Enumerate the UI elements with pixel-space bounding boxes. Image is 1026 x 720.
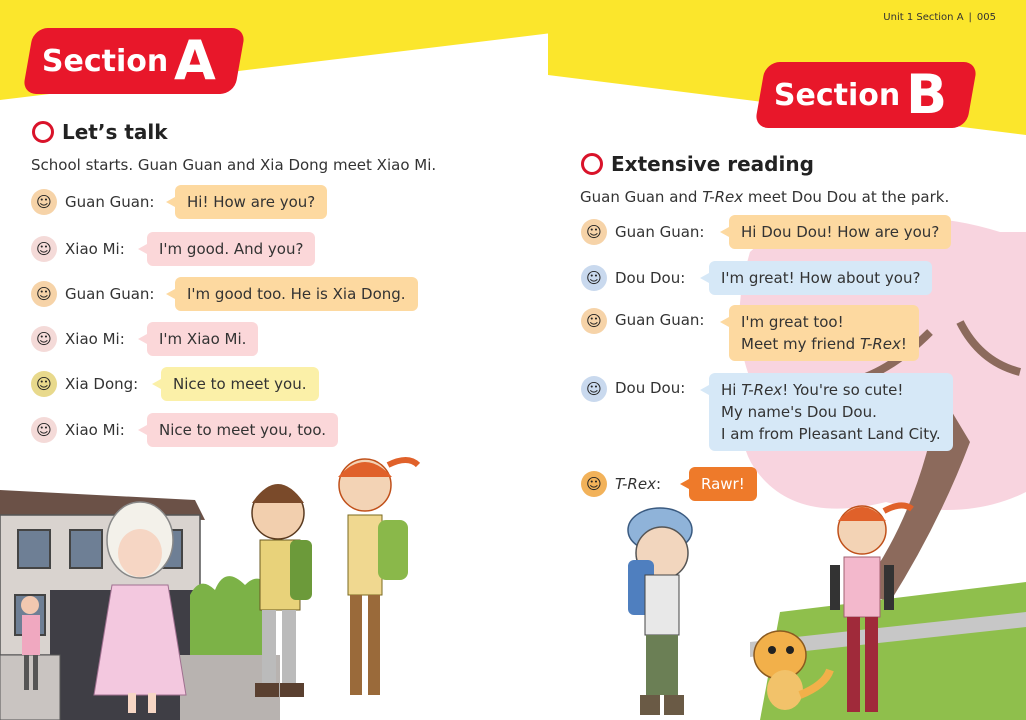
speech-bubble: I'm Xiao Mi. xyxy=(147,322,258,356)
speech-bubble: Rawr! xyxy=(689,467,757,501)
dialogue-line xyxy=(31,277,418,311)
guan-guan-face-icon: ☺ xyxy=(31,189,57,215)
bubble-text: Meet my friend xyxy=(741,335,860,353)
bubble-line xyxy=(721,379,941,401)
circle-bullet-icon xyxy=(581,153,603,175)
speech-bubble xyxy=(709,373,953,451)
school-street-illustration xyxy=(0,455,470,720)
section-a-word: Section xyxy=(42,43,169,79)
xiao-mi-face-icon: ☺ xyxy=(31,236,57,262)
guan-guan-face-icon: ☺ xyxy=(31,281,57,307)
park-characters-illustration xyxy=(600,495,940,720)
section-b-heading-text: Extensive reading xyxy=(611,152,814,176)
section-a-intro: School starts. Guan Guan and Xia Dong meet Xiao Mi. xyxy=(31,156,437,174)
bubble-text-end: ! You're so cute! xyxy=(782,381,904,399)
guan-guan-face-icon: ☺ xyxy=(581,219,607,245)
speaker-name: Xia Dong: xyxy=(65,375,139,393)
bubble-line: I am from Pleasant Land City. xyxy=(721,425,941,443)
page-number: 005 xyxy=(976,12,996,23)
bubble-text: Hi xyxy=(721,381,742,399)
section-b-word: Section xyxy=(774,77,901,113)
section-b-intro xyxy=(580,188,949,206)
bubble-line: My name's Dou Dou. xyxy=(721,403,877,421)
section-a-badge xyxy=(22,28,246,94)
speech-bubble: Hi! How are you? xyxy=(175,185,327,219)
speaker-name: Xiao Mi: xyxy=(65,240,125,258)
page-label: Unit 1 Section A xyxy=(883,12,964,23)
speech-bubble: Hi Dou Dou! How are you? xyxy=(729,215,951,249)
dialogue-line xyxy=(31,413,338,447)
bubble-text-end: ! xyxy=(900,335,907,353)
section-b-letter: B xyxy=(906,63,948,126)
speaker-trex: T-Rex xyxy=(615,475,656,493)
speaker-name: Guan Guan: xyxy=(65,193,155,211)
speech-bubble: I'm good too. He is Xia Dong. xyxy=(175,277,418,311)
dialogue-line xyxy=(581,261,932,295)
dialogue-line xyxy=(31,185,327,219)
speech-bubble: I'm good. And you? xyxy=(147,232,315,266)
speaker-name: Guan Guan: xyxy=(615,223,705,241)
speech-bubble: Nice to meet you, too. xyxy=(147,413,338,447)
speaker-name: Xiao Mi: xyxy=(65,421,125,439)
circle-bullet-icon xyxy=(32,121,54,143)
dou-dou-face-icon: ☺ xyxy=(581,376,607,402)
guan-guan-face-icon: ☺ xyxy=(581,308,607,334)
speaker-name: Xiao Mi: xyxy=(65,330,125,348)
speaker-name: Dou Dou: xyxy=(615,379,686,397)
speech-bubble: I'm great! How about you? xyxy=(709,261,932,295)
xiao-mi-face-icon: ☺ xyxy=(31,326,57,352)
bubble-trex: T-Rex xyxy=(859,335,901,353)
bubble-line xyxy=(741,333,907,355)
bubble-line: I'm great too! xyxy=(741,313,844,331)
speaker-name xyxy=(615,475,689,493)
bubble-trex: T-Rex xyxy=(741,381,783,399)
speaker-name: Guan Guan: xyxy=(65,285,155,303)
dou-dou-face-icon: ☺ xyxy=(581,265,607,291)
xia-dong-face-icon: ☺ xyxy=(31,371,57,397)
intro-text: Guan Guan and xyxy=(580,188,703,206)
speech-bubble xyxy=(729,305,919,361)
intro-text-end: meet Dou Dou at the park. xyxy=(743,188,950,206)
dialogue-line xyxy=(31,232,315,266)
dialogue-line xyxy=(31,367,319,401)
speaker-colon: : xyxy=(655,475,662,493)
page-header: Unit 1 Section A | 005 xyxy=(883,12,996,23)
section-a-letter: A xyxy=(174,29,217,92)
section-a-heading xyxy=(32,120,168,144)
trex-face-icon: ☺ xyxy=(581,471,607,497)
intro-trex: T-Rex xyxy=(702,188,744,206)
section-b-badge xyxy=(754,62,978,128)
xiao-mi-face-icon: ☺ xyxy=(31,417,57,443)
dialogue-line xyxy=(31,322,258,356)
section-a-heading-text: Let’s talk xyxy=(62,120,168,144)
speech-bubble: Nice to meet you. xyxy=(161,367,319,401)
speaker-name: Dou Dou: xyxy=(615,269,686,287)
dialogue-line xyxy=(581,373,953,451)
speaker-name: Guan Guan: xyxy=(615,311,705,329)
dialogue-line xyxy=(581,305,919,361)
section-b-heading xyxy=(581,152,814,176)
dialogue-line xyxy=(581,215,951,249)
